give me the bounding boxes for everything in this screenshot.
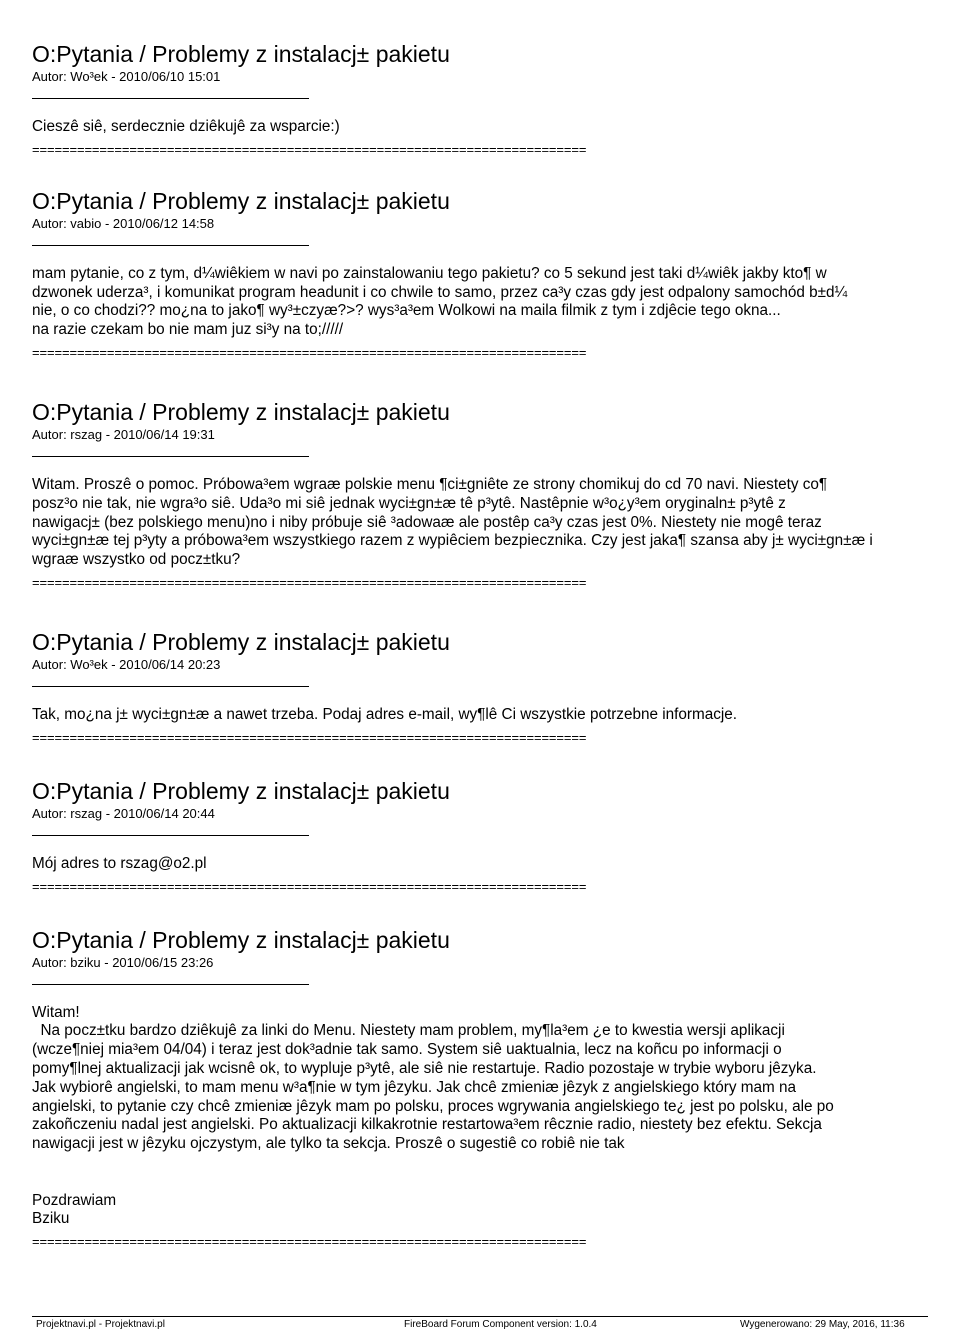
post-body-line: na razie czekam bo nie mam juz si³y na to;/////: [32, 321, 344, 339]
post-body: [32, 265, 960, 340]
post-title: O:Pytania / Problemy z instalacj± pakietu: [32, 777, 450, 804]
post-title: O:Pytania / Problemy z instalacj± pakietu: [32, 41, 450, 67]
post-body: [32, 706, 960, 725]
post-author-date: Autor: Wo³ek - 2010/06/14 20:23: [32, 656, 221, 672]
post-body: [32, 855, 960, 874]
post-title: O:Pytania / Problemy z instalacj± pakietu: [32, 926, 450, 953]
post-body-line: Jak wybiorê angielski, to mam menu w³a¶nie w tym jêzyku. Jak chcê zmieniæ jêzyk z angielskiego który mam na: [32, 1078, 796, 1096]
post-body-line: nawigacji jest w jêzyku ojczystym, ale tylko ta sekcja. Proszê o sugestiê co robiê nie tak: [32, 1135, 625, 1153]
post-body-line: [32, 1154, 960, 1173]
post-body-line: nie, o co chodzi?? mo¿na to jako¶ wy³±czyæ?>? wys³a³em Wolkowi na maila filmik z tym i zdjêcie tego okna...: [32, 302, 781, 320]
post-separator: ==========================================================================: [32, 730, 587, 745]
post-body-line: Witam. Proszê o pomoc. Próbowa³em wgraæ polskie menu ¶ci±gniête ze strony chomikuj do cd 70 navi. Niestety co¶: [32, 475, 828, 493]
post-meta-rule: [32, 245, 309, 246]
post-meta-rule: [32, 98, 309, 99]
page-footer: [0, 1316, 960, 1332]
post-separator: ==========================================================================: [32, 345, 587, 360]
post-author-date: Autor: vabio - 2010/06/12 14:58: [32, 215, 215, 231]
post-body-line: Cieszê siê, serdecznie dziêkujê za wsparcie:): [32, 118, 340, 135]
post-body: [32, 118, 960, 137]
post-body-line: (wcze¶niej mia³em 04/04) i teraz jest dok³adnie tak samo. System siê uaktualnia, lecz na koñcu po informacji o: [32, 1041, 782, 1059]
post-body-line: zakoñczeniu nadal jest angielski. Po aktualizacji kilkakrotnie restartowa³em rêcznie radio, niestety bez efektu. Sekcja: [32, 1116, 822, 1134]
footer-site: Projektnavi.pl - Projektnavi.pl: [36, 1319, 165, 1330]
post-body-line: Pozdrawiam: [32, 1191, 117, 1209]
footer-generated-date: Wygenerowano: 29 May, 2016, 11:36: [740, 1319, 905, 1330]
post-author-date: Autor: Wo³ek - 2010/06/10 15:01: [32, 69, 221, 84]
post-body-line: wyci±gn±æ tej p³yty a próbowa³em wszystkiego razem z wypiêciem bezpiecznika. Czy jest jaka¶ szansa aby j± wyci±gn±æ i: [32, 532, 873, 550]
forum-post: [32, 628, 960, 745]
post-body-line: Mój adres to rszag@o2.pl: [32, 854, 207, 872]
post-meta-rule: [32, 835, 309, 836]
post-body-line: Bziku: [32, 1210, 70, 1228]
post-separator: ==========================================================================: [32, 1235, 587, 1250]
post-body-line: posz³o nie tak, nie wgra³o siê. Uda³o mi siê jednak wyci±gn±æ tê p³ytê. Nastêpnie w³o¿y³em oryginaln± p³ytê z: [32, 494, 786, 512]
forum-post: [32, 40, 960, 157]
post-author-date: Autor: rszag - 2010/06/14 20:44: [32, 805, 215, 821]
post-body-line: angielski, to pytanie czy chcê zmieniæ jêzyk mam po polsku, proces wgrywania angielskiego te¿ jest po polsku, ale po: [32, 1097, 834, 1115]
post-meta-rule: [32, 686, 309, 687]
post-author-date: Autor: bziku - 2010/06/15 23:26: [32, 954, 214, 970]
post-meta-rule: [32, 456, 309, 457]
footer-rule: [32, 1316, 928, 1317]
post-meta-rule: [32, 984, 309, 985]
post-body-line: Na pocz±tku bardzo dziêkujê za linki do Menu. Niestety mam problem, my¶la³em ¿e to kwestia wersji aplikacji: [32, 1022, 785, 1040]
forum-post: [32, 926, 960, 1250]
post-title: O:Pytania / Problemy z instalacj± pakietu: [32, 398, 450, 425]
post-title: O:Pytania / Problemy z instalacj± pakietu: [32, 187, 450, 214]
post-body-line: mam pytanie, co z tym, d¼wiêkiem w navi po zainstalowaniu tego pakietu? co 5 sekund jest taki d¼wiêk jakby kto¶ w: [32, 264, 827, 282]
post-body-line: Witam!: [32, 1003, 80, 1021]
post-body-line: [32, 1173, 960, 1192]
post-separator: ==========================================================================: [32, 575, 587, 590]
post-body-line: nawigacj± (bez polskiego menu)no i niby próbuje siê ³adowaæ ale postêp ca³y czas jest 0%. Niestety nie mogê teraz: [32, 513, 822, 531]
post-author-date: Autor: rszag - 2010/06/14 19:31: [32, 426, 215, 442]
post-body-line: wgraæ wszystko od pocz±tku?: [32, 551, 241, 569]
post-separator: ==========================================================================: [32, 879, 587, 894]
post-title: O:Pytania / Problemy z instalacj± pakietu: [32, 628, 450, 655]
post-body-line: pomy¶lnej aktualizacji jak wcisnê ok, to wypluje p³ytê, ale siê nie restartuje. Radio pozostaje w trybie wyboru jêzyka.: [32, 1059, 817, 1077]
forum-post: [32, 187, 960, 360]
post-body: [32, 1004, 960, 1230]
document-page: [32, 40, 960, 1249]
forum-post: [32, 777, 960, 894]
post-body: [32, 476, 960, 570]
post-body-line: dzwonek uderza³, i komunikat program headunit i co chwile to samo, przez ca³y czas gdy jest odpalony samochód b±d¼: [32, 283, 848, 301]
post-separator: ==========================================================================: [32, 142, 587, 157]
footer-component-version: FireBoard Forum Component version: 1.0.4: [404, 1319, 597, 1330]
post-body-line: Tak, mo¿na j± wyci±gn±æ a nawet trzeba. Podaj adres e-mail, wy¶lê Ci wszystkie potrzebne informacje.: [32, 705, 738, 723]
forum-post: [32, 398, 960, 590]
